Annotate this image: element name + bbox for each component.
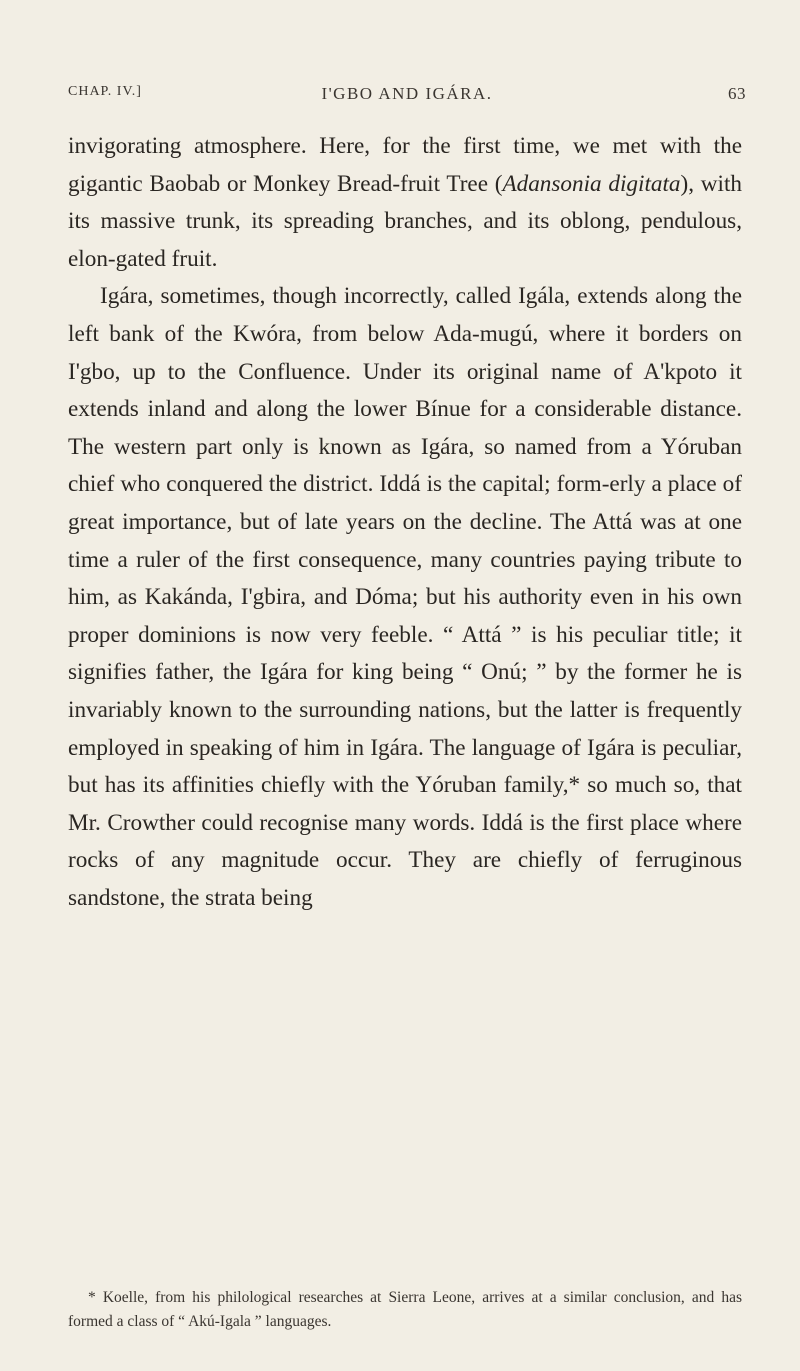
chapter-marker: CHAP. IV.]	[68, 84, 142, 99]
running-title: I'GBO AND IGÁRA.	[321, 84, 493, 103]
botanical-name: Adansonia digitata	[502, 170, 681, 197]
footnote: * Koelle, from his philological researches at Sierra Leone, arrives at a similar conclusion, and has formed a class of “ Akú-Igala ” languages.	[68, 1289, 742, 1330]
page-number: 63	[728, 84, 746, 103]
paragraph-1-end: ), with its massive trunk, its spreading branches, and its oblong, pendulous, elon-gated fruit.	[68, 170, 742, 272]
paragraph-1	[68, 128, 742, 278]
paragraph-2: Igára, sometimes, though incorrectly, called Igála, extends along the left bank of the Kwóra, from below Ada-mugú, where it borders on I'gbo, up to the Confluence. Under its original name of A'kpoto it extends inland and along the lower Bínue for a considerable distance. The western part only is known as Igára, so named from a Yóruban chief who conquered the district. Iddá is the capital; form-erly a place of great importance, but of late years on the decline. The Attá was at one time a ruler of the first consequence, many countries paying tribute to him, as Kakánda, I'gbira, and Dóma; but his authority even in his own proper dominions is now very feeble. “ Attá ” is his peculiar title; it signifies father, the Igára for king being “ Onú; ” by the former he is invariably known to the surrounding nations, but the latter is frequently employed in speaking of him in Igára. The language of Igára is peculiar, but has its affinities chiefly with the Yóruban family,* so much so, that Mr. Crowther could recognise many words. Iddá is the first place where rocks of any magnitude occur. They are chiefly of ferruginous sandstone, the strata being	[68, 283, 742, 911]
paragraph-1-start: invigorating atmosphere. Here, for the first time, we met with the gigantic Baobab or Monkey Bread-fruit Tree (	[68, 133, 742, 197]
body-text	[68, 128, 742, 917]
running-head	[68, 84, 746, 108]
